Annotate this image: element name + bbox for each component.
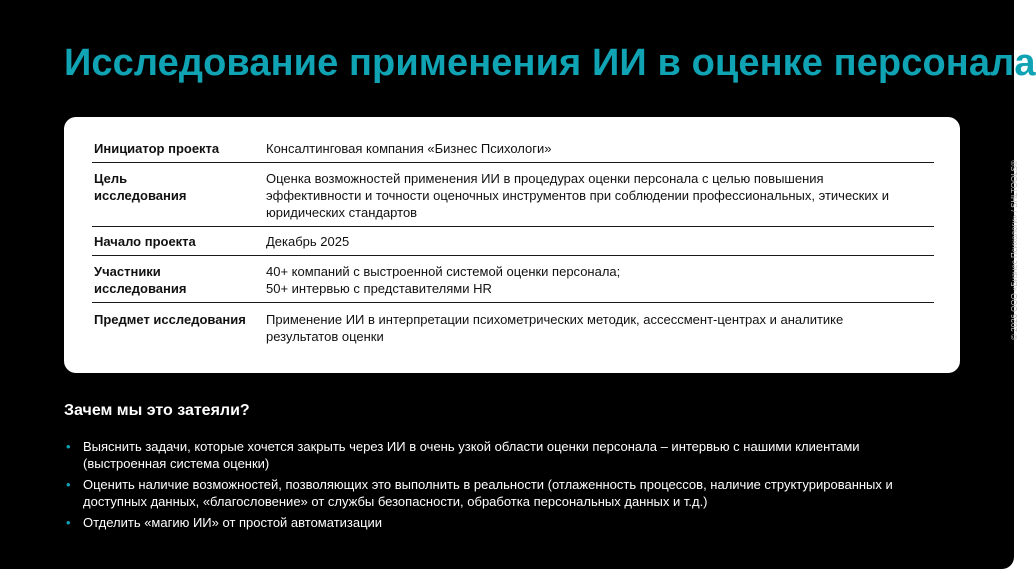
bullet-text: Оценить наличие возможностей, позволяющих это выполнить в реальности (отлаженность процессов, наличие структурированных и доступных данных, «благословение» от службы безопасности, обработка персональных данных и т.д.) <box>83 477 893 509</box>
list-item <box>64 514 914 531</box>
table-row <box>92 227 934 256</box>
table-row <box>92 163 934 227</box>
list-item <box>64 438 914 472</box>
row-value-goal: Оценка возможностей применения ИИ в процедурах оценки персонала с целью повышения эффективности и точности оценочных инструментов при соблюдении профессиональных, этических и юридических стандартов <box>266 163 934 227</box>
table-row <box>92 303 934 351</box>
participants-line-interviews: 50+ интервью с представителями HR <box>266 281 492 296</box>
row-value-start: Декабрь 2025 <box>266 227 934 256</box>
table-row <box>92 135 934 163</box>
row-value-participants <box>266 256 934 303</box>
participants-line-companies: 40+ компаний с выстроенной системой оценки персонала; <box>266 264 621 279</box>
row-label-participants-text: Участники исследования <box>94 264 187 296</box>
bullet-dot-icon: • <box>66 439 71 454</box>
row-label-subject: Предмет исследования <box>92 303 266 351</box>
page-title: Исследование применения ИИ в оценке персонала <box>64 42 1036 84</box>
project-info-card <box>64 117 960 373</box>
bullet-text: Выяснить задачи, которые хочется закрыть через ИИ в очень узкой области оценки персонала – интервью с нашими клиентами (выстроенная система оценки) <box>83 439 860 471</box>
copyright-notice: © 2026 ООО «Бизнес Психологи» / SHLTOOLS® <box>1010 160 1019 340</box>
row-label-participants <box>92 256 266 303</box>
table-row <box>92 256 934 303</box>
row-label-goal <box>92 163 266 227</box>
bullet-text: Отделить «магию ИИ» от простой автоматизации <box>83 515 383 530</box>
bullet-dot-icon: • <box>66 477 71 492</box>
project-info-table <box>92 135 934 350</box>
row-value-subject: Применение ИИ в интерпретации психометрических методик, ассессмент-центрах и аналитике результатов оценки <box>266 303 934 351</box>
why-bullet-list <box>64 438 914 535</box>
why-heading: Зачем мы это затеяли? <box>64 402 250 419</box>
bullet-dot-icon: • <box>66 515 71 530</box>
row-label-start: Начало проекта <box>92 227 266 256</box>
row-value-initiator: Консалтинговая компания «Бизнес Психологи» <box>266 141 552 156</box>
row-label-goal-text: Цель исследования <box>94 171 187 203</box>
row-label-initiator: Инициатор проекта <box>94 141 220 156</box>
list-item <box>64 476 914 510</box>
